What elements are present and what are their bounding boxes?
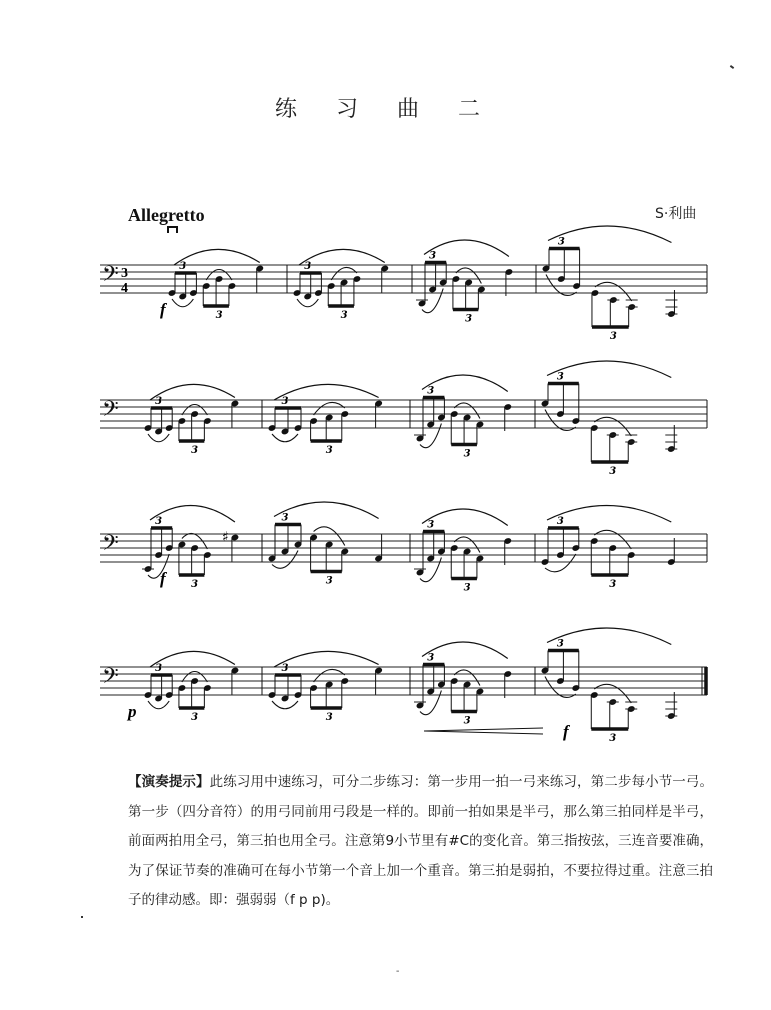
tuplet-label: 3 — [557, 236, 565, 248]
phrase-slur — [150, 651, 235, 667]
tuplet-label: 3 — [609, 466, 617, 477]
dynamic-marking: f — [160, 300, 166, 319]
tuplet-label: 3 — [463, 715, 471, 727]
phrase-slur — [547, 361, 671, 378]
page-title: 练 习 曲 二 — [275, 97, 496, 122]
tuplet-label: 3 — [556, 638, 564, 650]
phrase-slur — [547, 505, 671, 522]
bass-clef-icon: 𝄢 — [102, 262, 119, 292]
phrase-slur — [274, 384, 379, 400]
phrase-slur — [422, 375, 508, 392]
slur — [272, 701, 298, 709]
tuplet-label: 3 — [429, 250, 437, 262]
bass-clef-icon: 𝄢 — [102, 664, 119, 694]
phrase-slur — [274, 651, 379, 667]
tuplet-label: 3 — [191, 712, 199, 723]
slur — [272, 434, 298, 442]
tuplet-label: 3 — [155, 396, 163, 407]
phrase-slur — [424, 240, 509, 257]
tempo-marking: Allegretto — [128, 205, 205, 225]
tuplet-label: 3 — [556, 516, 564, 527]
phrase-slur — [274, 502, 379, 519]
tuplet-label: 3 — [325, 575, 333, 587]
tuplet-label: 3 — [281, 396, 289, 407]
phrase-slur — [174, 249, 260, 265]
page-number: - — [396, 966, 400, 977]
tuplet-label: 3 — [340, 310, 348, 321]
tuplet-label: 3 — [556, 371, 564, 383]
tuplet-label: 3 — [191, 579, 199, 590]
dynamic-marking: f — [563, 722, 569, 741]
tuplet-label: 3 — [179, 261, 187, 272]
tuplet-label: 3 — [465, 313, 473, 325]
tuplet-label: 3 — [155, 516, 163, 527]
time-signature-bottom: 4 — [121, 281, 128, 296]
phrase-slur — [299, 249, 385, 265]
crescendo-hairpin — [424, 728, 543, 734]
tuplet-label: 3 — [609, 331, 617, 342]
slur — [331, 267, 357, 280]
tuplet-label: 3 — [281, 512, 289, 524]
tuplet-label: 3 — [427, 385, 435, 397]
tuplet-label: 3 — [609, 579, 617, 590]
tuplet-label: 3 — [463, 582, 471, 594]
sharp-icon: ♯ — [221, 529, 229, 546]
time-signature-top: 3 — [121, 266, 128, 281]
tuplet-label: 3 — [609, 733, 617, 744]
tuplet-label: 3 — [427, 519, 435, 531]
tuplet-label: 3 — [215, 310, 223, 321]
performance-notes-text: 此练习用中速练习，可分二步练习：第一步用一拍一弓来练习，第二步每小节一弓。第一步（四分音符）的用弓同前用弓段是一样的。即前一拍如果是半弓，那么第三拍同样是半弓，前面两拍用全弓，第三拍也用全弓。注意第9小节里有#C的变化音。第三指按弦，三连音要准确，为了保证节奏的准确可在每小节第一个音上加一个重音。第三拍是弱拍，不要拉得过重。注意三拍子的律动感。即：强弱弱（f p p)。 — [128, 774, 714, 908]
phrase-slur — [548, 226, 671, 243]
tuplet-label: 3 — [281, 663, 289, 674]
slur — [148, 701, 169, 709]
tuplet-label: 3 — [325, 445, 333, 456]
dynamic-marking: f — [160, 569, 166, 588]
tuplet-label: 3 — [304, 261, 312, 272]
tuplet-label: 3 — [325, 712, 333, 723]
phrase-slur — [150, 384, 235, 400]
phrase-slur — [422, 642, 508, 659]
bass-clef-icon: 𝄢 — [102, 531, 119, 561]
slur — [172, 299, 193, 307]
slur — [148, 434, 169, 442]
slur — [297, 299, 318, 307]
performance-notes-label: 【演奏提示】 — [128, 774, 210, 790]
slur — [314, 402, 345, 415]
performance-notes — [128, 768, 713, 916]
tuplet-label: 3 — [427, 652, 435, 664]
tuplet-label: 3 — [191, 445, 199, 456]
dynamic-marking: p — [128, 702, 137, 721]
phrase-slur — [547, 628, 671, 645]
slur — [314, 669, 345, 682]
phrase-slur — [422, 509, 508, 526]
scan-mark — [81, 916, 83, 918]
bass-clef-icon: 𝄢 — [102, 397, 119, 427]
phrase-slur — [150, 505, 235, 522]
tuplet-label: 3 — [463, 448, 471, 460]
down-bow-icon — [168, 227, 177, 233]
composer-credit: S·利曲 — [655, 206, 697, 222]
tuplet-label: 3 — [155, 663, 163, 674]
